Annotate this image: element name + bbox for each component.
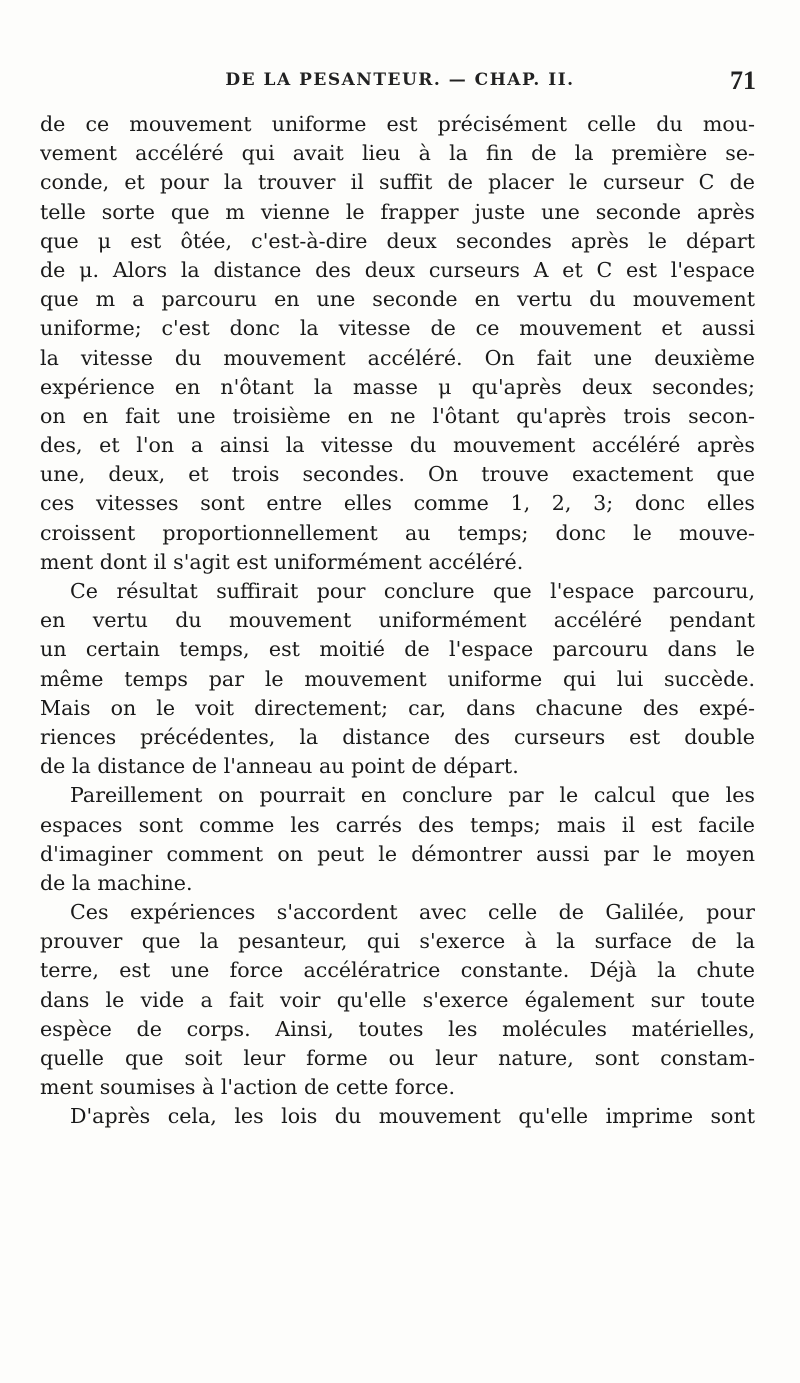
text-line: que m a parcouru en une seconde en vertu du mouvement <box>40 287 755 312</box>
page-number: 71 <box>730 66 756 95</box>
text-line: croissent proportionnellement au temps; donc le mouve- <box>40 520 755 545</box>
text-line: espaces sont comme les carrés des temps; mais il est facile <box>40 812 755 837</box>
text-line: de la distance de l'anneau au point de départ. <box>40 754 519 779</box>
text-line: ment soumises à l'action de cette force. <box>40 1075 456 1100</box>
text-line: vement accéléré qui avait lieu à la fin de la première se- <box>40 141 755 166</box>
running-head: DE LA PESANTEUR. — CHAP. II. <box>225 70 575 90</box>
text-line: une, deux, et trois secondes. On trouve exactement que <box>40 462 755 487</box>
text-line: la vitesse du mouvement accéléré. On fait une deuxième <box>40 345 755 370</box>
text-line: on en fait une troisième en ne l'ôtant qu'après trois secon- <box>40 403 755 428</box>
text-line: ces vitesses sont entre elles comme 1, 2, 3; donc elles <box>40 491 755 516</box>
text-line: quelle que soit leur forme ou leur nature, sont constam- <box>40 1046 755 1070</box>
text-line: Ces expériences s'accordent avec celle de Galilée, pour <box>70 900 755 925</box>
text-line: Ce résultat suffirait pour conclure que l'espace parcouru, <box>70 579 755 603</box>
text-line: Mais on le voit directement; car, dans chacune des expé- <box>40 695 755 720</box>
text-line: de ce mouvement uniforme est précisément celle du mou- <box>40 112 755 136</box>
text-line: prouver que la pesanteur, qui s'exerce à la surface de la <box>40 929 755 954</box>
text-line: de μ. Alors la distance des deux curseurs A et C est l'espace <box>40 257 755 282</box>
text-line: en vertu du mouvement uniformément accéléré pendant <box>40 608 755 633</box>
text-line: riences précédentes, la distance des curseurs est double <box>40 724 755 749</box>
text-line: conde, et pour la trouver il suffit de placer le curseur C de <box>40 170 755 195</box>
text-line: d'imaginer comment on peut le démontrer aussi par le moyen <box>40 841 755 866</box>
text-line: uniforme; c'est donc la vitesse de ce mouvement et aussi <box>40 316 755 341</box>
text-line: espèce de corps. Ainsi, toutes les molécules matérielles, <box>40 1016 755 1041</box>
text-line: des, et l'on a ainsi la vitesse du mouvement accéléré après <box>40 433 755 458</box>
text-line: terre, est une force accélératrice constante. Déjà la chute <box>40 958 755 983</box>
text-line: expérience en n'ôtant la masse μ qu'après deux secondes; <box>40 374 755 399</box>
text-line: dans le vide a fait voir qu'elle s'exerce également sur toute <box>40 987 755 1012</box>
text-line: ment dont il s'agit est uniformément accéléré. <box>40 549 524 574</box>
text-line: que μ est ôtée, c'est-à-dire deux secondes après le départ <box>40 228 755 253</box>
text-line: D'après cela, les lois du mouvement qu'elle imprime sont <box>70 1104 755 1129</box>
body-text <box>40 110 755 1132</box>
text-line: même temps par le mouvement uniforme qui lui succède. <box>40 666 755 691</box>
text-line: un certain temps, est moitié de l'espace parcouru dans le <box>40 637 755 662</box>
text-line: Pareillement on pourrait en conclure par le calcul que les <box>70 783 755 808</box>
text-line: de la machine. <box>40 870 193 895</box>
text-line: telle sorte que m vienne le frapper juste une seconde après <box>40 199 755 224</box>
